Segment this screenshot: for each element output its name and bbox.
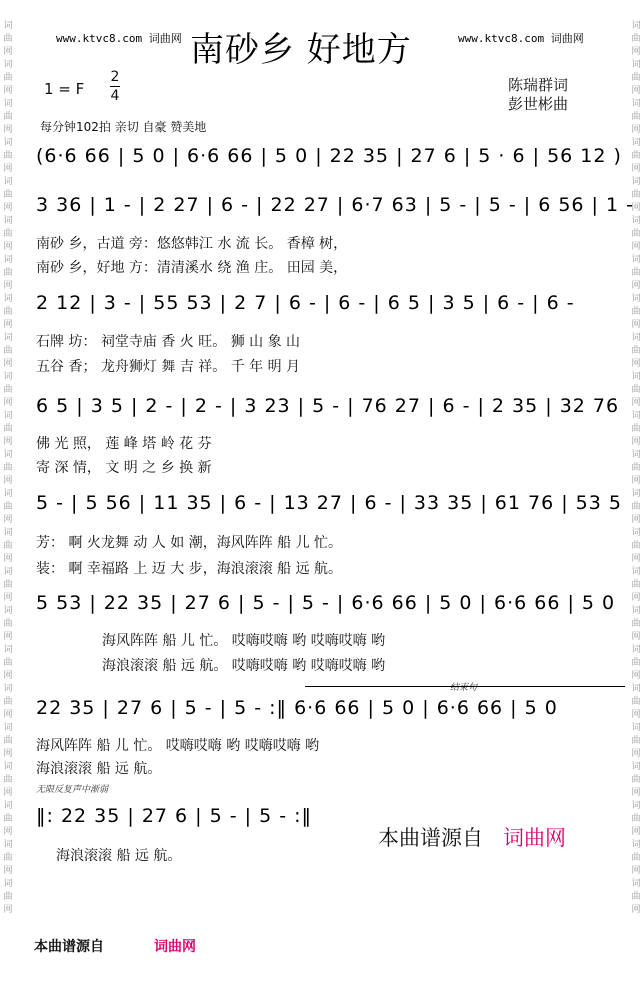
side-watermark-char: 网 xyxy=(3,320,13,330)
side-watermark-char: 曲 xyxy=(3,736,13,746)
side-watermark-char: 词 xyxy=(3,489,13,499)
side-watermark-char: 词 xyxy=(631,99,641,109)
side-watermark-char: 曲 xyxy=(631,424,641,434)
side-watermark-char: 曲 xyxy=(631,151,641,161)
lyric-line-7-verse-2: 海浪滚滚 船 远 航。 xyxy=(36,761,162,777)
side-watermark-char: 词 xyxy=(631,801,641,811)
side-watermark-char: 曲 xyxy=(631,346,641,356)
side-watermark-char: 网 xyxy=(3,710,13,720)
side-watermark-char: 曲 xyxy=(3,541,13,551)
side-watermark-left xyxy=(2,20,14,917)
time-signature xyxy=(110,70,120,103)
side-watermark-char: 词 xyxy=(631,567,641,577)
credits xyxy=(508,76,568,114)
lyric-line-7-verse-1: 海风阵阵 船 儿 忙。 哎嗨哎嗨 哟 哎嗨哎嗨 哟 xyxy=(36,738,320,754)
side-watermark-char: 曲 xyxy=(631,697,641,707)
side-watermark-char: 词 xyxy=(631,450,641,460)
side-watermark-char: 词 xyxy=(631,255,641,265)
side-watermark-char: 网 xyxy=(631,86,641,96)
side-watermark-char: 词 xyxy=(3,177,13,187)
lyric-line-8: 海浪滚滚 船 远 航。 xyxy=(56,848,182,864)
side-watermark-char: 词 xyxy=(3,723,13,733)
side-watermark-char: 曲 xyxy=(631,34,641,44)
side-watermark-char: 词 xyxy=(3,99,13,109)
side-watermark-char: 词 xyxy=(631,411,641,421)
coda-bracket xyxy=(305,686,625,687)
side-watermark-char: 词 xyxy=(3,294,13,304)
lyric-line-3-verse-1: 石牌 坊： 祠堂寺庙 香 火 旺。 狮 山 象 山 xyxy=(36,334,301,350)
side-watermark-char: 曲 xyxy=(631,775,641,785)
side-watermark-char: 网 xyxy=(631,554,641,564)
source-note-large xyxy=(378,822,566,852)
side-watermark-char: 词 xyxy=(631,138,641,148)
coda-label: 结束句 xyxy=(450,683,478,693)
side-watermark-char: 词 xyxy=(3,528,13,538)
side-watermark-char: 网 xyxy=(631,749,641,759)
side-watermark-char: 曲 xyxy=(3,697,13,707)
side-watermark-char: 词 xyxy=(631,723,641,733)
side-watermark-char: 曲 xyxy=(631,229,641,239)
side-watermark-char: 曲 xyxy=(3,463,13,473)
side-watermark-char: 词 xyxy=(631,606,641,616)
side-watermark-char: 网 xyxy=(631,476,641,486)
side-watermark-char: 曲 xyxy=(3,229,13,239)
side-watermark-char: 词 xyxy=(631,333,641,343)
side-watermark-char: 网 xyxy=(3,554,13,564)
side-watermark-char: 曲 xyxy=(631,307,641,317)
source-site-link[interactable]: 词曲网 xyxy=(154,939,196,955)
side-watermark-char: 曲 xyxy=(3,307,13,317)
side-watermark-char: 曲 xyxy=(631,619,641,629)
side-watermark-char: 词 xyxy=(3,645,13,655)
side-watermark-char: 词 xyxy=(631,528,641,538)
side-watermark-char: 曲 xyxy=(3,892,13,902)
side-watermark-char: 词 xyxy=(631,177,641,187)
side-watermark-char: 网 xyxy=(631,203,641,213)
score-line-8: ‖: 22 35 | 27 6 | 5 - | 5 - :‖ xyxy=(36,805,312,827)
score-line-2: 3 36 | 1 - | 2 27 | 6 - | 22 27 | 6·7 63 | 5 - | 5 - | 6 56 | 1 - xyxy=(36,194,634,216)
side-watermark-char: 词 xyxy=(631,840,641,850)
side-watermark-char: 曲 xyxy=(3,580,13,590)
meter-top: 2 xyxy=(110,69,120,85)
side-watermark-char: 网 xyxy=(631,671,641,681)
lyric-line-5-verse-1: 芳： 啊 火龙舞 动 人 如 潮，海风阵阵 船 儿 忙。 xyxy=(36,535,343,551)
side-watermark-char: 词 xyxy=(3,879,13,889)
composer: 彭世彬曲 xyxy=(508,95,569,113)
source-site-link[interactable]: 词曲网 xyxy=(503,826,566,850)
side-watermark-char: 网 xyxy=(3,515,13,525)
side-watermark-char: 网 xyxy=(631,827,641,837)
side-watermark-char: 词 xyxy=(631,216,641,226)
lyric-line-6-verse-2: 海浪滚滚 船 远 航。 哎嗨哎嗨 哟 哎嗨哎嗨 哟 xyxy=(102,658,386,674)
side-watermark-char: 曲 xyxy=(3,190,13,200)
tempo-marking: 每分钟102拍 亲切 自豪 赞美地 xyxy=(40,120,207,134)
side-watermark-char: 网 xyxy=(3,749,13,759)
lyric-line-5-verse-2: 装： 啊 幸福路 上 迈 大 步，海浪滚滚 船 远 航。 xyxy=(36,561,343,577)
side-watermark-char: 网 xyxy=(3,593,13,603)
source-note-small xyxy=(34,936,196,956)
score-line-3: 2 12 | 3 - | 55 53 | 2 7 | 6 - | 6 - | 6 5 | 3 5 | 6 - | 6 - xyxy=(36,292,575,314)
side-watermark-char: 词 xyxy=(3,21,13,31)
side-watermark-char: 词 xyxy=(631,60,641,70)
side-watermark-char: 网 xyxy=(631,866,641,876)
side-watermark-char: 词 xyxy=(631,21,641,31)
side-watermark-char: 网 xyxy=(631,905,641,915)
score-line-6: 5 53 | 22 35 | 27 6 | 5 - | 5 - | 6·6 66 | 5 0 | 6·6 66 | 5 0 xyxy=(36,592,616,614)
side-watermark-char: 网 xyxy=(3,164,13,174)
meter-bar xyxy=(110,86,120,87)
side-watermark-char: 网 xyxy=(3,47,13,57)
side-watermark-char: 网 xyxy=(631,710,641,720)
side-watermark-char: 网 xyxy=(3,632,13,642)
side-watermark-char: 词 xyxy=(3,606,13,616)
song-title: 南砂乡 好地方 xyxy=(190,30,412,70)
side-watermark-char: 曲 xyxy=(3,268,13,278)
side-watermark-char: 词 xyxy=(631,372,641,382)
side-watermark-char: 网 xyxy=(3,671,13,681)
side-watermark-char: 曲 xyxy=(3,424,13,434)
side-watermark-right xyxy=(630,20,642,917)
side-watermark-char: 曲 xyxy=(3,814,13,824)
side-watermark-char: 词 xyxy=(3,60,13,70)
meter-bottom: 4 xyxy=(110,88,120,104)
lyricist: 陈瑞群词 xyxy=(508,76,569,94)
key-signature: 1 = F xyxy=(44,80,85,98)
side-watermark-char: 词 xyxy=(631,489,641,499)
side-watermark-char: 网 xyxy=(3,788,13,798)
watermark-left: www.ktvc8.com 词曲网 xyxy=(56,32,182,45)
lyric-line-4-verse-1: 佛 光 照， 莲 峰 塔 岭 花 芬 xyxy=(36,436,212,452)
score-line-4: 6 5 | 3 5 | 2 - | 2 - | 3 23 | 5 - | 76 27 | 6 - | 2 35 | 32 76 xyxy=(36,395,620,417)
side-watermark-char: 网 xyxy=(3,398,13,408)
side-watermark-char: 网 xyxy=(3,437,13,447)
side-watermark-char: 曲 xyxy=(631,73,641,83)
side-watermark-char: 网 xyxy=(3,866,13,876)
lyric-line-6-verse-1: 海风阵阵 船 儿 忙。 哎嗨哎嗨 哟 哎嗨哎嗨 哟 xyxy=(102,633,386,649)
side-watermark-char: 曲 xyxy=(631,268,641,278)
side-watermark-char: 曲 xyxy=(3,658,13,668)
side-watermark-char: 网 xyxy=(631,125,641,135)
source-prefix: 本曲谱源自 xyxy=(378,826,483,850)
side-watermark-char: 词 xyxy=(3,840,13,850)
side-watermark-char: 曲 xyxy=(631,736,641,746)
side-watermark-char: 曲 xyxy=(3,385,13,395)
side-watermark-char: 曲 xyxy=(631,502,641,512)
lyric-line-2-verse-2: 南砂 乡，好地 方：清清溪水 绕 渔 庄。 田园 美， xyxy=(36,260,348,276)
side-watermark-char: 曲 xyxy=(3,502,13,512)
watermark-right: www.ktvc8.com 词曲网 xyxy=(458,32,584,45)
side-watermark-char: 曲 xyxy=(631,385,641,395)
side-watermark-char: 网 xyxy=(631,242,641,252)
side-watermark-char: 网 xyxy=(3,281,13,291)
score-line-7: 22 35 | 27 6 | 5 - | 5 - :‖ 6·6 66 | 5 0 | 6·6 66 | 5 0 xyxy=(36,697,558,719)
side-watermark-char: 网 xyxy=(3,242,13,252)
side-watermark-char: 网 xyxy=(3,905,13,915)
side-watermark-char: 曲 xyxy=(3,619,13,629)
side-watermark-char: 词 xyxy=(631,879,641,889)
side-watermark-char: 网 xyxy=(631,632,641,642)
side-watermark-char: 网 xyxy=(3,476,13,486)
side-watermark-char: 曲 xyxy=(3,853,13,863)
side-watermark-char: 网 xyxy=(3,125,13,135)
side-watermark-char: 曲 xyxy=(631,112,641,122)
side-watermark-char: 词 xyxy=(3,333,13,343)
side-watermark-char: 词 xyxy=(3,762,13,772)
side-watermark-char: 曲 xyxy=(3,112,13,122)
lyric-line-2-verse-1: 南砂 乡，古道 旁：悠悠韩江 水 流 长。 香樟 树， xyxy=(36,236,348,252)
lyric-line-4-verse-2: 寄 深 情， 文 明 之 乡 换 新 xyxy=(36,460,212,476)
side-watermark-char: 网 xyxy=(631,359,641,369)
side-watermark-char: 曲 xyxy=(631,892,641,902)
side-watermark-char: 词 xyxy=(3,450,13,460)
side-watermark-char: 曲 xyxy=(3,151,13,161)
side-watermark-char: 曲 xyxy=(3,34,13,44)
side-watermark-char: 曲 xyxy=(631,463,641,473)
side-watermark-char: 网 xyxy=(3,203,13,213)
side-watermark-char: 词 xyxy=(631,762,641,772)
side-watermark-char: 网 xyxy=(631,47,641,57)
side-watermark-char: 词 xyxy=(631,645,641,655)
side-watermark-char: 网 xyxy=(631,320,641,330)
side-watermark-char: 网 xyxy=(631,437,641,447)
side-watermark-char: 词 xyxy=(3,567,13,577)
side-watermark-char: 网 xyxy=(631,164,641,174)
side-watermark-char: 词 xyxy=(3,801,13,811)
side-watermark-char: 曲 xyxy=(631,190,641,200)
side-watermark-char: 网 xyxy=(631,515,641,525)
fade-instruction: 无限反复声中渐弱 xyxy=(36,785,109,795)
side-watermark-char: 词 xyxy=(631,684,641,694)
side-watermark-char: 曲 xyxy=(3,346,13,356)
score-line-5: 5 - | 5 56 | 11 35 | 6 - | 13 27 | 6 - | 33 35 | 61 76 | 53 5 xyxy=(36,492,622,514)
side-watermark-char: 网 xyxy=(631,398,641,408)
side-watermark-char: 曲 xyxy=(631,541,641,551)
side-watermark-char: 网 xyxy=(3,86,13,96)
side-watermark-char: 词 xyxy=(3,372,13,382)
side-watermark-char: 曲 xyxy=(3,775,13,785)
side-watermark-char: 曲 xyxy=(3,73,13,83)
side-watermark-char: 网 xyxy=(631,281,641,291)
side-watermark-char: 网 xyxy=(3,827,13,837)
side-watermark-char: 网 xyxy=(631,788,641,798)
side-watermark-char: 词 xyxy=(3,255,13,265)
score-line-1: (6·6 66 | 5 0 | 6·6 66 | 5 0 | 22 35 | 27 6 | 5 · 6 | 56 12 ) xyxy=(36,145,622,167)
side-watermark-char: 词 xyxy=(3,411,13,421)
side-watermark-char: 网 xyxy=(631,593,641,603)
side-watermark-char: 曲 xyxy=(631,658,641,668)
side-watermark-char: 网 xyxy=(3,359,13,369)
side-watermark-char: 词 xyxy=(631,294,641,304)
side-watermark-char: 词 xyxy=(3,138,13,148)
side-watermark-char: 词 xyxy=(3,216,13,226)
side-watermark-char: 曲 xyxy=(631,814,641,824)
lyric-line-3-verse-2: 五谷 香； 龙舟狮灯 舞 吉 祥。 千 年 明 月 xyxy=(36,359,301,375)
source-prefix: 本曲谱源自 xyxy=(34,939,104,955)
side-watermark-char: 词 xyxy=(3,684,13,694)
side-watermark-char: 曲 xyxy=(631,853,641,863)
side-watermark-char: 曲 xyxy=(631,580,641,590)
